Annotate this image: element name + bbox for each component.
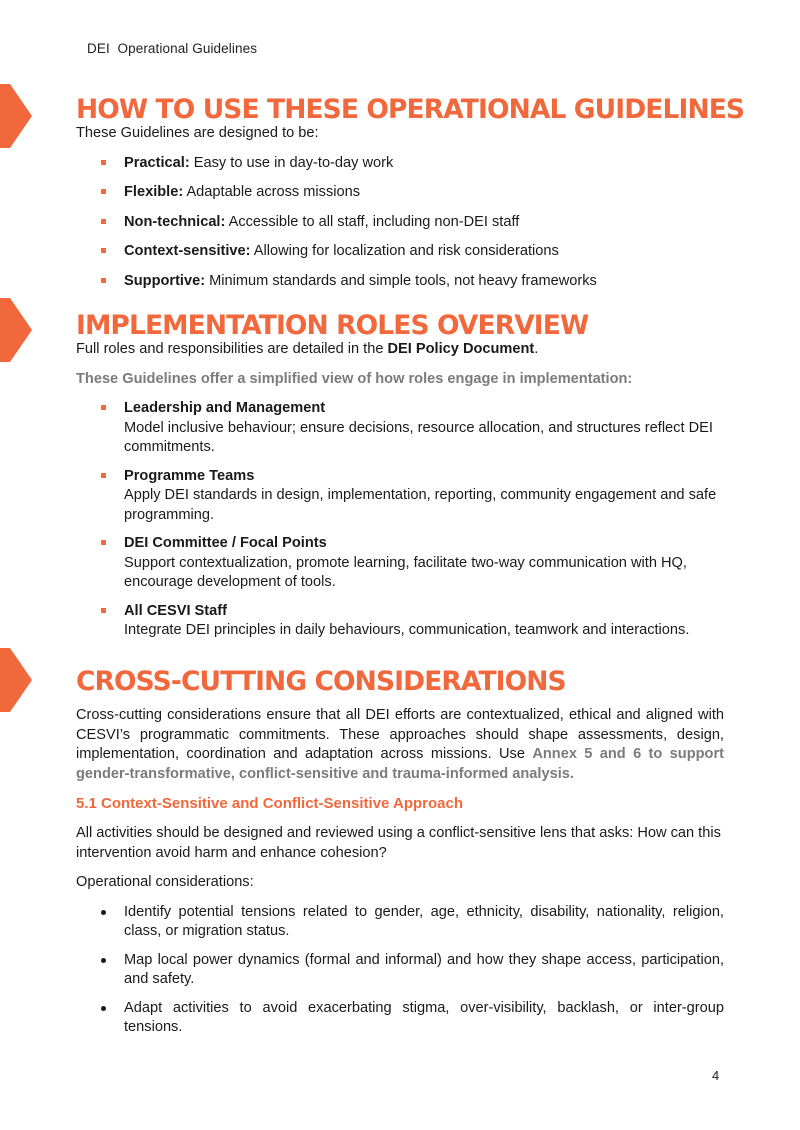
how-to-use-section — [76, 94, 745, 291]
implementation-roles-section — [76, 310, 724, 641]
section-title: IMPLEMENTATION ROLES OVERVIEW — [76, 310, 589, 341]
list-item — [76, 399, 724, 458]
list-item: Flexible: Adaptable across missions — [76, 183, 724, 203]
list-item — [76, 534, 724, 593]
section-marker-chevron — [0, 298, 32, 362]
role-name: Programme Teams — [124, 467, 255, 484]
role-description: Model inclusive behaviour; ensure decisions, resource allocation, and structures reflect DEI commitments. — [124, 419, 713, 455]
section-title: CROSS-CUTTING CONSIDERATIONS — [76, 666, 566, 697]
subsection-title: 5.1 Context-Sensitive and Conflict-Sensitive Approach — [76, 795, 464, 812]
guideline-qualities-list — [76, 154, 724, 292]
square-bullet-icon — [101, 219, 106, 224]
operational-label: Operational considerations: — [76, 874, 254, 890]
considerations-list — [76, 903, 724, 1038]
list-item: Adapt activities to avoid exacerbating stigma, over-visibility, backlash, or inter-group tensions. — [76, 999, 724, 1038]
round-bullet-icon — [101, 1006, 106, 1011]
section-intro: Full roles and responsibilities are detailed in the DEI Policy Document. — [76, 341, 539, 357]
square-bullet-icon — [101, 248, 106, 253]
role-name: Leadership and Management — [124, 400, 326, 416]
square-bullet-icon — [101, 160, 106, 165]
section-intro: Cross-cutting considerations ensure that all DEI efforts are contextualized, ethical and aligned with CESVI’s programmatic commitments. These approaches should shape assessments, design, implementation, coordination and adaptation across missions. Use Annex 5 and 6 to support gender-transformative, conflict-sensitive and trauma-informed analysis. — [76, 707, 724, 782]
square-bullet-icon — [101, 405, 106, 410]
running-header: DEI Operational Guidelines — [87, 41, 258, 56]
list-item — [76, 602, 724, 641]
role-description: Integrate DEI principles in daily behaviours, communication, teamwork and interactions. — [124, 622, 690, 638]
section-marker-chevron — [0, 648, 32, 712]
role-name: All CESVI Staff — [124, 602, 227, 619]
role-description: Apply DEI standards in design, implementation, reporting, community engagement and safe programming. — [124, 487, 717, 523]
annex-reference: Annex 5 and 6 to support gender-transformative, conflict-sensitive and trauma-informed analysis. — [76, 746, 724, 782]
square-bullet-icon — [101, 608, 106, 613]
role-description: Support contextualization, promote learning, facilitate two-way communication with HQ, encourage development of tools. — [124, 554, 687, 590]
roles-list — [76, 399, 724, 641]
list-item — [76, 467, 724, 526]
role-name: DEI Committee / Focal Points — [124, 535, 327, 551]
list-item: Supportive: Minimum standards and simple tools, not heavy frameworks — [76, 272, 724, 292]
page-number: 4 — [712, 1068, 720, 1083]
square-bullet-icon — [101, 473, 106, 478]
list-item: Map local power dynamics (formal and informal) and how they shape access, participation, and safety. — [76, 951, 724, 990]
subsection-paragraph: All activities should be designed and reviewed using a conflict-sensitive lens that asks: How can this intervention avoid harm and enhance cohesion? — [76, 825, 721, 861]
list-item: Non-technical: Accessible to all staff, including non-DEI staff — [76, 213, 724, 233]
list-item: Context-sensitive: Allowing for localization and risk considerations — [76, 242, 724, 262]
square-bullet-icon — [101, 540, 106, 545]
cross-cutting-section — [76, 666, 724, 1038]
section-intro: These Guidelines are designed to be: — [76, 125, 319, 141]
section-title: HOW TO USE THESE OPERATIONAL GUIDELINES — [76, 94, 745, 125]
square-bullet-icon — [101, 278, 106, 283]
section-marker-chevron — [0, 84, 32, 148]
policy-document-reference: DEI Policy Document — [387, 341, 535, 357]
list-item: Identify potential tensions related to gender, age, ethnicity, disability, nationality, religion, class, or migration status. — [76, 903, 724, 942]
round-bullet-icon — [101, 958, 106, 963]
square-bullet-icon — [101, 189, 106, 194]
list-item: Practical: Easy to use in day-to-day work — [76, 154, 724, 174]
roles-summary: These Guidelines offer a simplified view of how roles engage in implementation: — [76, 370, 633, 387]
round-bullet-icon — [101, 910, 106, 915]
